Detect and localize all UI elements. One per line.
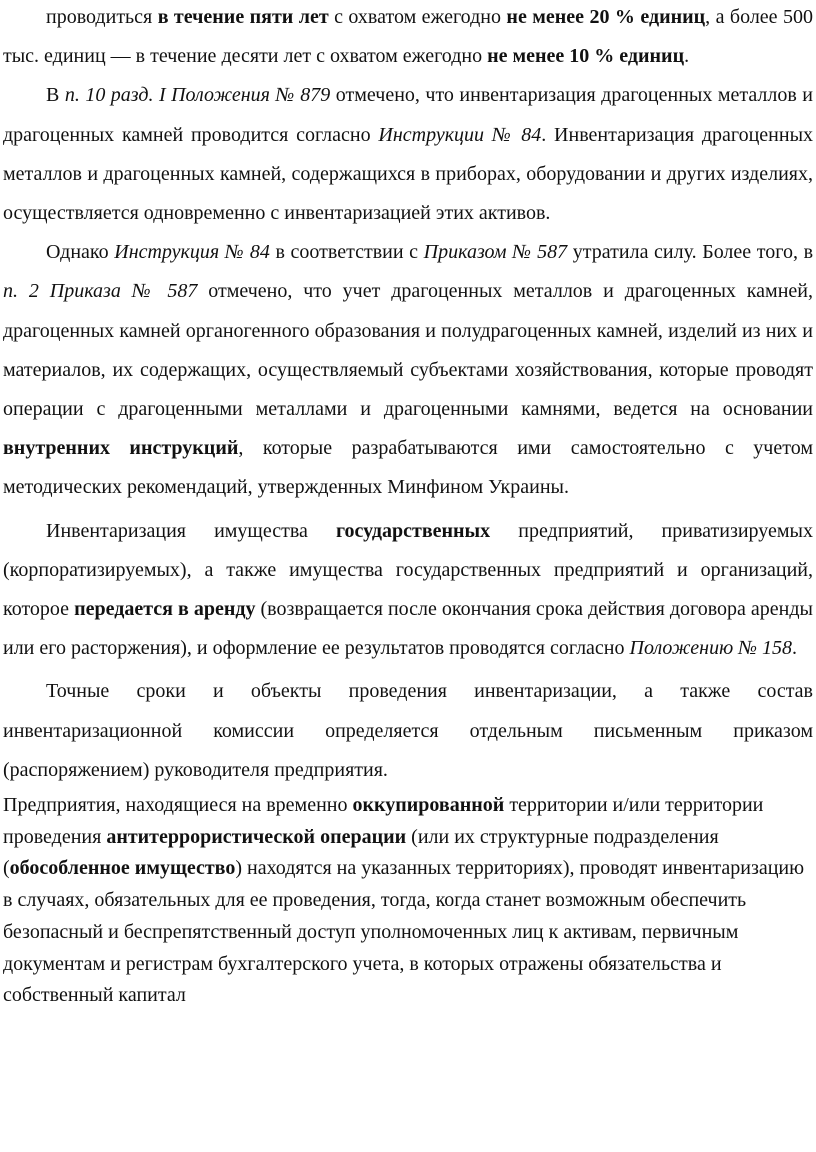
text-run: Предприятия, находящиеся на временно — [3, 794, 353, 817]
paragraph-2 — [3, 76, 813, 233]
text-run: В — [46, 84, 65, 107]
text-run: в соответствии с — [269, 241, 424, 264]
paragraph-4 — [3, 512, 813, 669]
text-run: . Инвентаризация драгоценных металлов и драгоценных камней, содержащихся в приборах, оборудовании и других изделиях, осуществляется одновременно с инвентаризацией этих активов. — [3, 123, 814, 225]
text-run: Однако — [46, 241, 115, 264]
text-run: , которые разрабатываются ими самостоятельно с учетом методических рекомендаций, утвержденных Минфином Украины. — [3, 437, 813, 499]
bold-text: передается в аренду — [74, 598, 256, 621]
text-run: с охватом ежегодно — [328, 6, 507, 28]
bold-text: обособленное имущество — [9, 857, 236, 880]
text-run: проводиться — [46, 6, 158, 28]
text-run: отмечено, что учет драгоценных металлов и драгоценных камней, драгоценных камней органогенного образования и полудрагоценных камней, изделий из них и материалов, их содержащих, осуществляемый субъектами хозяйствования, которые проводят операции с драгоценными металлами и драгоценными камнями, ведется на основании — [3, 280, 813, 421]
text-run: ) находятся на указанных территориях), проводят инвентаризацию в случаях, обязательных для ее проведения, тогда, когда станет возможным обеспечить безопасный и беспрепятственный доступ уполномоченных лиц к активам, первичным документам и регистрам бухгалтерского учета, в которых отражены обязательства и собственный капитал — [3, 857, 805, 1007]
paragraph-3 — [3, 233, 813, 507]
text-run: . — [792, 637, 798, 660]
italic-reference: п. 2 Приказа № 587 — [3, 280, 198, 303]
bold-text: государственных — [335, 519, 491, 542]
text-run: (или их структурные подразделения ( — [3, 825, 719, 880]
bold-text: в течение пяти лет — [157, 6, 329, 28]
text-run: Инвентаризация имущества — [46, 519, 336, 542]
bold-text: оккупированной — [352, 794, 505, 817]
text-run: , а более 500 тыс. единиц — в течение десяти лет с охватом ежегодно — [3, 6, 813, 68]
italic-reference: Положению № 158 — [629, 637, 793, 660]
text-run: (возвращается после окончания срока действия договора аренды или его расторжения), и оформление ее результатов проводятся согласно — [3, 598, 813, 660]
italic-reference: Приказом № 587 — [423, 241, 568, 264]
text-run: . — [684, 45, 690, 68]
paragraph-6 — [3, 790, 813, 1012]
bold-text: не менее 10 % единиц — [487, 45, 685, 68]
document-body — [3, 0, 813, 1012]
italic-reference: Инструкции № 84 — [378, 123, 542, 146]
bold-text: внутренних инструкций — [3, 437, 239, 460]
text-run: отмечено, что инвентаризация драгоценных металлов и драгоценных камней проводится согласно — [3, 84, 813, 146]
bold-text: антитеррористической операции — [106, 825, 407, 848]
bold-text: не менее 20 % единиц — [506, 6, 706, 28]
text-run: территории и/или территории проведения — [3, 794, 764, 848]
italic-reference: Инструкция № 84 — [114, 241, 270, 264]
text-run: Точные сроки и объекты проведения инвентаризации, а также состав инвентаризационной комиссии определяется отдельным письменным приказом (распоряжением) руководителя предприятия. — [3, 680, 813, 781]
italic-reference: п. 10 разд. I Положения № 879 — [64, 84, 331, 107]
paragraph-5 — [3, 672, 813, 790]
paragraph-1 — [3, 0, 813, 76]
text-run: предприятий, приватизируемых (корпоратизируемых), а также имущества государственных предприятий и организаций, которое — [3, 519, 813, 621]
text-run: утратила силу. Более того, в — [567, 241, 814, 264]
